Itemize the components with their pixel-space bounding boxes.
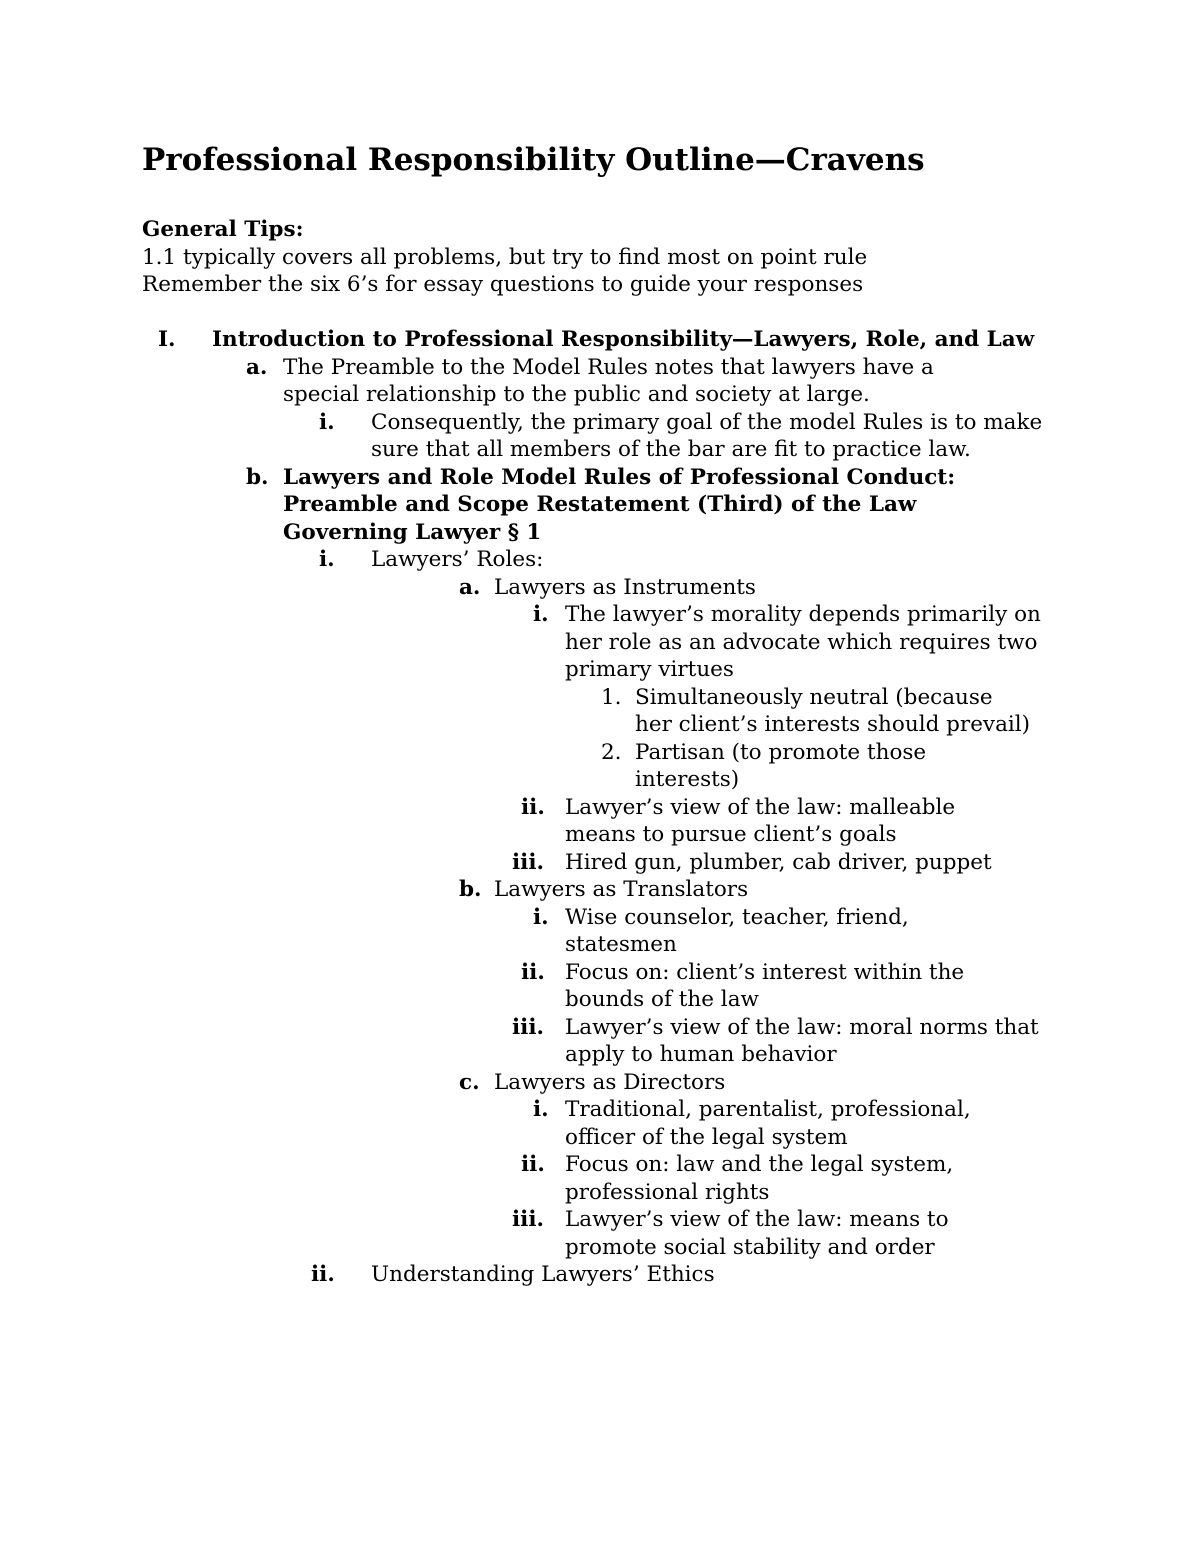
outline-text: Lawyers and Role Model Rules of Professional Conduct: Preamble and Scope Restatement (Third) of the Law Governing Lawyer § 1 [283,464,956,545]
outline-text: Lawyers as Instruments [494,574,756,600]
outline-text: Lawyers as Directors [494,1069,726,1095]
outline-item-I-b-i-a [459,574,1054,602]
outline-item-I-b [246,464,1043,547]
outline-marker: ii. [311,1262,335,1287]
outline-marker: 2. [601,739,622,765]
outline-text: Consequently, the primary goal of the model Rules is to make sure that all members of the bar are fit to practice law. [371,409,1043,462]
outline-item-I-b-i-a-iii [512,849,1085,877]
outline-text: Wise counselor, teacher, friend, statesmen [565,904,909,957]
outline-text: Introduction to Professional Responsibility—Lawyers, Role, and Law [212,327,1035,352]
outline-item-I-b-i-b-ii [521,959,1025,1014]
outline-text: Lawyer’s view of the law: malleable means to pursue client’s goals [565,794,956,847]
outline-item-I-b-ii [311,1261,1061,1289]
outline-item-I-b-i-b-iii [512,1014,1055,1069]
outline-marker: b. [246,464,269,490]
outline-item-I-b-i-a-ii [521,794,1025,849]
outline-marker: ii. [521,959,545,985]
outline-marker: ii. [521,1152,545,1177]
outline-item-I-b-i-a-i [533,601,1065,684]
outline-marker: iii. [512,1014,544,1040]
outline-marker: 1. [601,684,622,710]
outline-marker: i. [533,602,549,627]
outline-marker: i. [533,1097,549,1122]
outline-text: The Preamble to the Model Rules notes that lawyers have a special relationship to the public and society at large. [283,354,934,407]
outline-item-I-b-i-c-i [533,1096,1035,1151]
outline-marker: iii. [512,849,544,875]
outline-marker: i. [319,409,335,435]
general-tips-line: Remember the six 6’s for essay questions to guide your responses [142,272,864,297]
outline-marker: b. [459,877,482,902]
outline-item-I [158,326,1062,354]
outline-marker: iii. [512,1207,544,1232]
outline-item-I-b-i-c-iii [512,1206,1005,1261]
outline-text: Lawyer’s view of the law: moral norms that apply to human behavior [565,1014,1039,1067]
outline-item-numbered-1 [601,684,1035,739]
outline-text: Understanding Lawyers’ Ethics [371,1262,715,1287]
outline-text: Focus on: client’s interest within the bounds of the law [565,959,965,1012]
outline-marker: i. [533,904,549,930]
outline-marker: a. [246,354,268,380]
outline-item-I-a-i [319,409,1061,464]
outline-text: Hired gun, plumber, cab driver, puppet [565,849,992,875]
outline-text: Lawyer’s view of the law: means to promote social stability and order [565,1207,949,1260]
general-tips-heading: General Tips: [142,217,304,242]
document-title: Professional Responsibility Outline—Cravens [142,142,925,178]
outline-marker: I. [158,327,176,352]
outline-text: Focus on: law and the legal system, professional rights [565,1152,954,1205]
outline-marker: a. [459,574,481,600]
outline-marker: ii. [521,794,545,820]
outline-text: Lawyers’ Roles: [371,547,544,572]
outline-marker: c. [459,1069,480,1095]
outline-text: Lawyers as Translators [494,877,749,902]
general-tips [142,216,867,299]
outline-marker: i. [319,547,335,572]
general-tips-line: 1.1 typically covers all problems, but try to find most on point rule [142,244,868,270]
outline-text: Simultaneously neutral (because her client’s interests should prevail) [635,684,1031,737]
outline-list [0,326,1200,1289]
outline-item-I-a [246,354,1013,409]
outline-item-I-b-i-c-ii [521,1151,1025,1206]
outline-text: The lawyer’s morality depends primarily on her role as an advocate which requires two primary virtues [565,602,1041,682]
outline-item-I-b-i [319,546,1061,574]
outline-item-I-b-i-b [459,876,1054,904]
outline-text: Traditional, parentalist, professional, officer of the legal system [565,1097,971,1150]
outline-item-numbered-2 [601,739,1035,794]
outline-item-I-b-i-c [459,1069,1054,1097]
outline-item-I-b-i-b-i [533,904,985,959]
outline-text: Partisan (to promote those interests) [635,739,927,792]
